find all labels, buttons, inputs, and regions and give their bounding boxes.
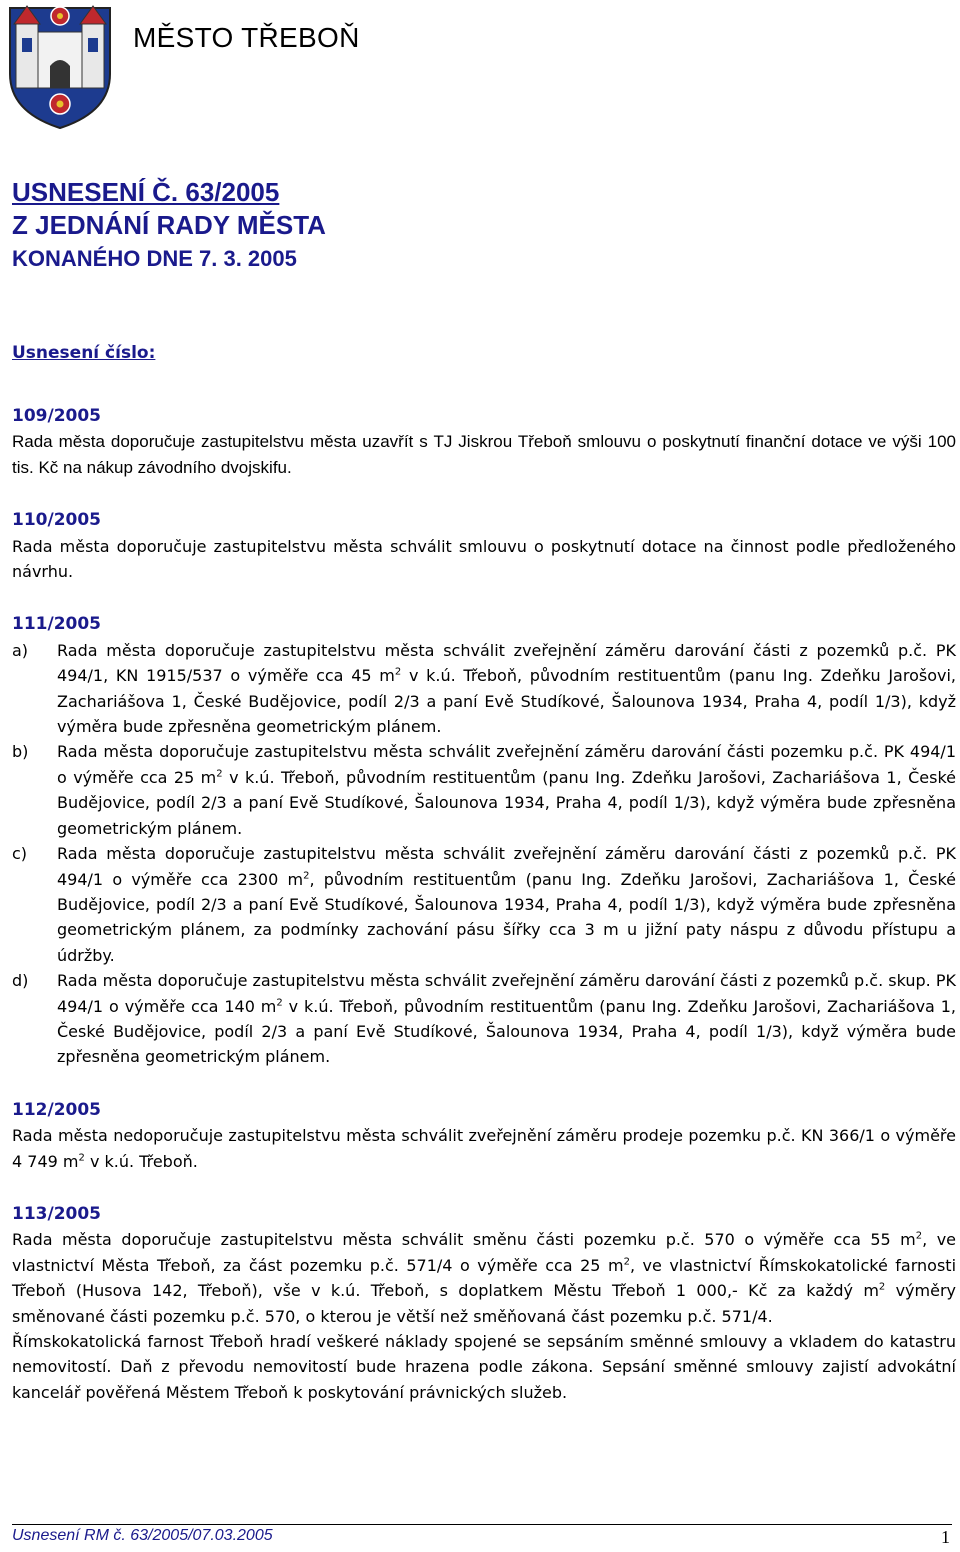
item-text-part: Rada města doporučuje zastupitelstvu města schválit zveřejnění záměru darování části pozemku p.č. PK 494/1 o výměře cca 25 m xyxy=(57,742,956,787)
text-part: výměry směnované části pozemku p.č. 570, o kterou je větší než směňovaná část pozemku p.č. 571/4. xyxy=(12,1281,956,1326)
superscript: 2 xyxy=(915,1231,923,1243)
item-label: a) xyxy=(12,640,29,660)
text-part: , ve vlastnictví Města Třeboň, za část pozemku p.č. 571/4 o výměře cca 25 m xyxy=(12,1230,957,1275)
resolution-113 xyxy=(12,1202,956,1405)
text-part: Rada města doporučuje zastupitelstvu města schválit směnu části pozemku p.č. 570 o výměře cca 55 m xyxy=(12,1230,916,1250)
resolution-text xyxy=(12,1123,956,1174)
resolution-number: 109/2005 xyxy=(12,406,102,426)
resolution-number: 112/2005 xyxy=(12,1099,102,1120)
title-line-2: Z JEDNÁNÍ RADY MĚSTA xyxy=(12,210,326,240)
list-item xyxy=(12,841,956,968)
resolution-111 xyxy=(12,612,956,1069)
superscript: 2 xyxy=(276,997,283,1009)
resolution-text-paragraph-2: Římskokatolická farnost Třeboň hradí veškeré náklady spojené se sepsáním směnné smlouvy a vkladem do katastru nemovitostí. Daň z převodu nemovitostí bude hrazena podle zákona. Sepsání směnné smlouvy zajistí advokátní kancelář pověřená Městem Třeboň k poskytování právnických služeb. xyxy=(12,1332,956,1402)
item-text xyxy=(57,638,956,740)
item-label: d) xyxy=(12,971,29,991)
item-text-part: v k.ú. Třeboň, původním restituentům (panu Ing. Zdeňku Jarošovi, Zachariášova 1, České Budějovice, podíl 2/3 a paní Evě Studíkové, Šalounova 1934, Praha 4, podíl 1/3), když výměra bude zpřesněna geometrickým plánem. xyxy=(57,767,956,838)
section-heading: Usnesení číslo: xyxy=(12,343,156,363)
item-label: c) xyxy=(12,844,28,864)
resolution-text: Rada města doporučuje zastupitelstvu města schválit smlouvu o poskytnutí dotace na činnost podle předloženého návrhu. xyxy=(12,536,956,582)
superscript: 2 xyxy=(623,1256,630,1268)
resolution-text xyxy=(12,1227,956,1329)
superscript: 2 xyxy=(394,666,402,678)
resolution-text: Rada města doporučuje zastupitelstvu města uzavřít s TJ Jiskrou Třeboň smlouvu o poskytnutí finanční dotace ve výši 100 tis. Kč na nákup závodního dvojskifu. xyxy=(12,432,956,477)
list-item xyxy=(12,638,956,740)
title-line-3: KONANÉHO DNE 7. 3. 2005 xyxy=(12,246,297,271)
resolution-number: 110/2005 xyxy=(12,510,102,531)
superscript: 2 xyxy=(216,768,223,780)
superscript: 2 xyxy=(878,1281,886,1293)
item-text xyxy=(57,739,956,841)
document-title xyxy=(12,176,912,275)
footer-divider xyxy=(12,1524,952,1525)
resolutions-list xyxy=(12,404,956,1433)
item-text xyxy=(57,968,956,1070)
footer-reference: Usnesení RM č. 63/2005/07.03.2005 xyxy=(12,1527,273,1544)
resolution-112 xyxy=(12,1098,956,1174)
item-text xyxy=(57,841,956,968)
resolution-number: 111/2005 xyxy=(12,614,102,635)
town-name: MĚSTO TŘEBOŇ xyxy=(133,22,360,53)
item-label: b) xyxy=(12,742,29,762)
resolution-number: 113/2005 xyxy=(12,1203,102,1224)
list-item xyxy=(12,968,956,1070)
list-item xyxy=(12,739,956,841)
item-text-part: v k.ú. Třeboň, původním restituentům (panu Ing. Zdeňku Jarošovi, Zachariášova 1, České Budějovice, podíl 2/3 a paní Evě Studíkové, Šalounova 1934, Praha 4, podíl 1/3), když výměra bude zpřesněna geometrickým plánem. xyxy=(57,666,957,737)
text-part: Rada města nedoporučuje zastupitelstvu města schválit zveřejnění záměru prodeje pozemku p.č. KN 366/1 o výměře 4 749 m xyxy=(12,1126,956,1171)
page-number: 1 xyxy=(941,1527,950,1547)
text-part: v k.ú. Třeboň. xyxy=(84,1151,198,1171)
resolution-110 xyxy=(12,508,956,584)
item-text-part: Rada města doporučuje zastupitelstvu města schválit zveřejnění záměru darování části z pozemků p.č. skup. PK 494/1 o výměře cca 140 m xyxy=(57,971,956,1016)
item-text-part: Rada města doporučuje zastupitelstvu města schválit zveřejnění záměru darování části z pozemků p.č. PK 494/1, KN 1915/537 o výměře cca 45 m xyxy=(57,640,956,686)
resolution-109 xyxy=(12,404,956,480)
item-text-part: , původním restituentům (panu Ing. Zdeňku Jarošovi, Zachariášova 1, České Budějovice, podíl 2/3 a paní Evě Studíkové, Šalounova 1934, Praha 4, podíl 1/3), když výměra bude zpřesněna geometrickým plánem, za podmínky zachování pásu šířky cca 3 m u jižní paty náspu z důvodu přístupu a údržby. xyxy=(57,869,957,965)
superscript: 2 xyxy=(78,1152,85,1164)
item-text-part: v k.ú. Třeboň, původním restituentům (panu Ing. Zdeňku Jarošovi, Zachariášova 1, České Budějovice, podíl 2/3 a paní Evě Studíkové, Šalounova 1934, Praha 4, podíl 1/3), když výměra bude zpřesněna geometrickým plánem. xyxy=(57,996,956,1067)
title-line-1: USNESENÍ Č. 63/2005 xyxy=(12,177,280,207)
superscript: 2 xyxy=(303,870,310,882)
item-text-part: Rada města doporučuje zastupitelstvu města schválit zveřejnění záměru darování části z pozemků p.č. PK 494/1 o výměře cca 2300 m xyxy=(57,844,956,889)
text-part: , ve vlastnictví Římskokatolické farnosti Třeboň (Husova 142, Třeboň), vše v k.ú. Třeboň, s doplatkem Městu Třeboň 1 000,- Kč za každý m xyxy=(12,1255,957,1301)
town-coat-of-arms-icon xyxy=(6,4,114,132)
